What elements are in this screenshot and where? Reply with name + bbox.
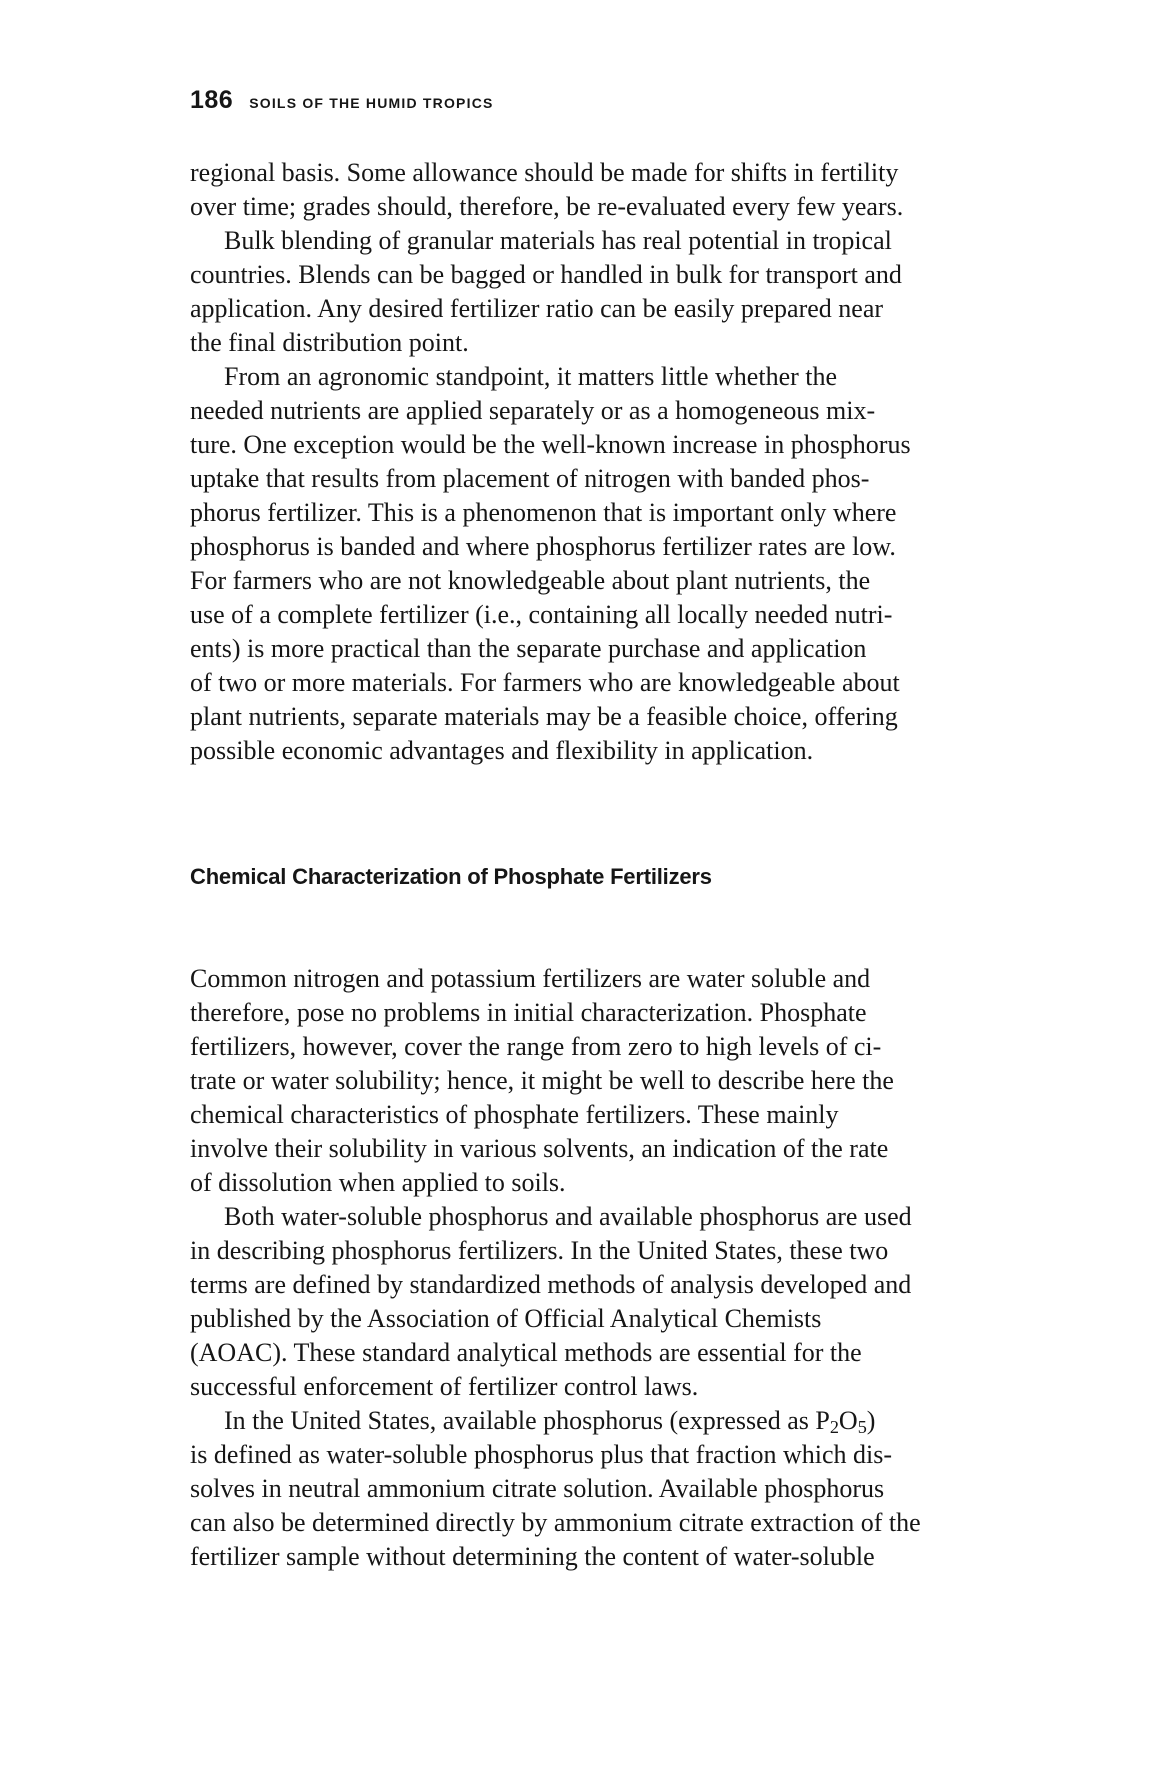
text-line: solves in neutral ammonium citrate solution. Available phosphorus bbox=[190, 1474, 885, 1503]
running-head bbox=[190, 86, 494, 115]
text-line: needed nutrients are applied separately or as a homogeneous mix- bbox=[190, 396, 876, 425]
text-line: of dissolution when applied to soils. bbox=[190, 1168, 566, 1197]
text-line: Common nitrogen and potassium fertilizers are water soluble and bbox=[190, 964, 871, 993]
text-line: involve their solubility in various solvents, an indication of the rate bbox=[190, 1134, 889, 1163]
text-line: therefore, pose no problems in initial characterization. Phosphate bbox=[190, 998, 867, 1027]
text-line: countries. Blends can be bagged or handled in bulk for transport and bbox=[190, 260, 902, 289]
text-line: fertilizer sample without determining the content of water-soluble bbox=[190, 1542, 875, 1571]
text-line-part: In the United States, available phosphorus (expressed as P bbox=[224, 1406, 830, 1435]
text-line: published by the Association of Official Analytical Chemists bbox=[190, 1304, 822, 1333]
text-line: ture. One exception would be the well-known increase in phosphorus bbox=[190, 430, 911, 459]
text-line: application. Any desired fertilizer ratio can be easily prepared near bbox=[190, 294, 884, 323]
text-line: regional basis. Some allowance should be made for shifts in fertility bbox=[190, 158, 899, 187]
text-line: chemical characteristics of phosphate fertilizers. These mainly bbox=[190, 1100, 839, 1129]
text-line: plant nutrients, separate materials may be a feasible choice, offering bbox=[190, 702, 898, 731]
text-line: use of a complete fertilizer (i.e., containing all locally needed nutri- bbox=[190, 600, 893, 629]
text-line: trate or water solubility; hence, it might be well to describe here the bbox=[190, 1066, 894, 1095]
body-text-section-2 bbox=[190, 962, 1090, 1574]
section-heading: Chemical Characterization of Phosphate Fertilizers bbox=[190, 864, 712, 889]
text-line: From an agronomic standpoint, it matters little whether the bbox=[224, 362, 838, 391]
text-line: phorus fertilizer. This is a phenomenon that is important only where bbox=[190, 498, 897, 527]
body-text-section-1 bbox=[190, 156, 1090, 768]
text-line: successful enforcement of fertilizer control laws. bbox=[190, 1372, 699, 1401]
running-title: SOILS OF THE HUMID TROPICS bbox=[249, 95, 494, 111]
text-line: phosphorus is banded and where phosphorus fertilizer rates are low. bbox=[190, 532, 896, 561]
text-line: the final distribution point. bbox=[190, 328, 469, 357]
text-line: Bulk blending of granular materials has real potential in tropical bbox=[224, 226, 892, 255]
text-line: over time; grades should, therefore, be re-evaluated every few years. bbox=[190, 192, 904, 221]
text-line-with-formula bbox=[190, 1404, 1090, 1438]
text-line: fertilizers, however, cover the range from zero to high levels of ci- bbox=[190, 1032, 882, 1061]
formula-subscript: 2 bbox=[829, 1417, 839, 1437]
text-line-part: ) bbox=[866, 1406, 876, 1435]
text-line: in describing phosphorus fertilizers. In the United States, these two bbox=[190, 1236, 889, 1265]
text-line: possible economic advantages and flexibility in application. bbox=[190, 736, 814, 765]
formula-subscript: 5 bbox=[857, 1417, 867, 1437]
text-line: ents) is more practical than the separate purchase and application bbox=[190, 634, 867, 663]
text-line: is defined as water-soluble phosphorus plus that fraction which dis- bbox=[190, 1440, 893, 1469]
text-line: terms are defined by standardized methods of analysis developed and bbox=[190, 1270, 912, 1299]
text-line: Both water-soluble phosphorus and available phosphorus are used bbox=[224, 1202, 912, 1231]
text-line: can also be determined directly by ammonium citrate extraction of the bbox=[190, 1508, 921, 1537]
text-line-part: O bbox=[838, 1406, 858, 1435]
text-line: of two or more materials. For farmers who are knowledgeable about bbox=[190, 668, 900, 697]
text-line: (AOAC). These standard analytical methods are essential for the bbox=[190, 1338, 862, 1367]
text-line: For farmers who are not knowledgeable about plant nutrients, the bbox=[190, 566, 871, 595]
text-line: uptake that results from placement of nitrogen with banded phos- bbox=[190, 464, 870, 493]
page-number: 186 bbox=[190, 86, 234, 114]
